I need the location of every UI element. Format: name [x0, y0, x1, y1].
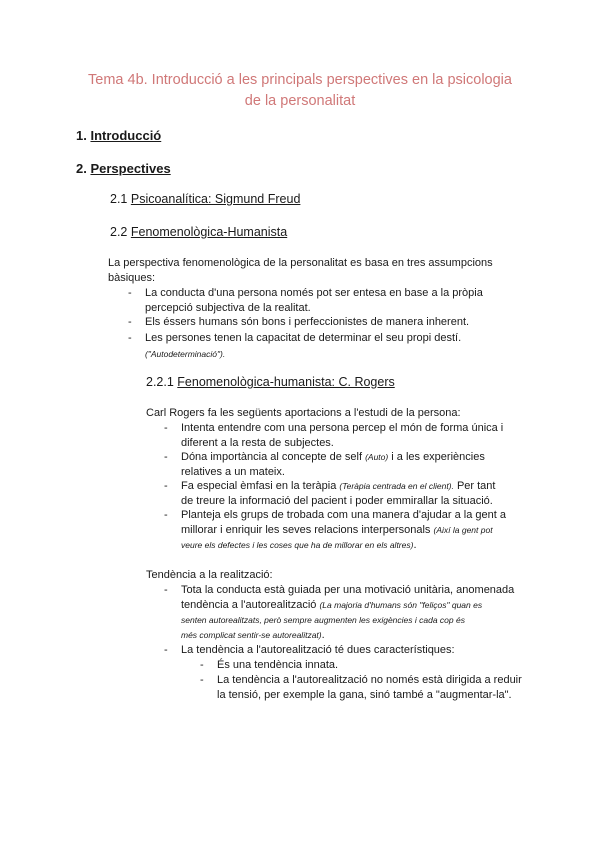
rogers-4-text-b: .: [413, 539, 417, 551]
bullet-dash: -: [128, 287, 132, 299]
tendencia-1-line-3: [181, 613, 514, 628]
bullet-dash: -: [164, 644, 168, 656]
section-2-1-label: Psicoanalítica: Sigmund Freud: [130, 192, 301, 206]
tendencia-sub-item-1: És una tendència innata.: [217, 659, 339, 671]
bullet-dash: -: [164, 451, 168, 463]
rogers-2-text-b: i a les experiències: [388, 451, 485, 463]
assumption-item: [145, 315, 469, 330]
rogers-3-line-1: [181, 479, 495, 494]
rogers-4-line-3: [181, 538, 506, 553]
section-2-2-heading: [110, 225, 287, 239]
intro-line-1: La perspectiva fenomenològica de la personalitat es basa en tres assumpcions: [108, 257, 493, 269]
section-2-label: Perspectives: [90, 161, 171, 176]
section-2-number: 2.: [76, 161, 91, 176]
section-1-number: 1.: [76, 128, 91, 143]
section-2-2-1-heading: [146, 375, 395, 389]
tendencia-1-text-b: .: [321, 629, 325, 641]
rogers-4-line-1: Planteja els grups de trobada com una manera d'ajudar a la gent a: [181, 509, 506, 521]
assumption-item: [145, 286, 483, 316]
section-1-label: Introducció: [90, 128, 162, 143]
assumption-3-note: ("Autodeterminació").: [145, 349, 226, 359]
title-line-2: de la personalitat: [244, 93, 356, 109]
tendencia-1-text-a: tendència a l'autorealització: [181, 599, 320, 611]
intro-paragraph: [108, 256, 493, 286]
tendencia-2-line-1: La tendència a l'autorealització té dues característiques:: [181, 644, 455, 656]
intro-line-2: bàsiques:: [108, 272, 156, 284]
rogers-4-line-2: [181, 523, 506, 538]
tendencia-sub-item-2: [217, 673, 522, 703]
tendencia-sub-2-line-2: la tensió, per exemple la gana, sinó també a "augmentar-la".: [217, 689, 512, 701]
rogers-1-line-1: Intenta entendre com una persona percep el món de forma única i: [181, 422, 504, 434]
bullet-dash: -: [128, 332, 132, 344]
section-2-heading: [76, 161, 171, 176]
rogers-2-line-2: relatives a un mateix.: [181, 466, 285, 478]
rogers-3-line-2: de treure la informació del pacient i poder emmirallar la situació.: [181, 495, 493, 507]
section-2-1-number: 2.1: [110, 192, 131, 206]
rogers-4-italic-a: (Així la gent pot: [433, 525, 493, 535]
tendencia-heading: Tendència a la realització:: [146, 569, 273, 581]
bullet-dash: -: [164, 480, 168, 492]
bullet-dash: -: [164, 509, 168, 521]
section-2-2-1-number: 2.2.1: [146, 375, 178, 389]
tendencia-1-line-4: [181, 628, 514, 643]
assumption-3-line-1: Les persones tenen la capacitat de determinar el seu propi destí.: [145, 332, 462, 344]
assumption-item: [145, 331, 461, 346]
rogers-4-text-a: millorar i enriquir les seves relacions interpersonals: [181, 524, 434, 536]
assumption-1-line-1: La conducta d'una persona només pot ser entesa en base a la pròpia: [145, 287, 483, 299]
title-line-1: Tema 4b. Introducció a les principals perspectives en la psicologia: [88, 72, 512, 88]
rogers-3-text-a: Fa especial èmfasi en la teràpia: [181, 480, 340, 492]
section-2-2-number: 2.2: [110, 225, 131, 239]
rogers-2-italic: (Auto): [365, 452, 389, 462]
assumption-2-line-1: Els éssers humans són bons i perfeccionistes de manera inherent.: [145, 316, 470, 328]
bullet-dash: -: [164, 584, 168, 596]
section-1-heading: [76, 128, 161, 143]
rogers-item: [181, 421, 503, 451]
bullet-dash: -: [164, 422, 168, 434]
document-title: [60, 70, 540, 112]
rogers-item: [181, 450, 485, 480]
rogers-intro: Carl Rogers fa les següents aportacions a l'estudi de la persona:: [146, 407, 461, 419]
tendencia-1-italic-b: senten autorealitzats, però sempre augmenten les exigències i cada cop és: [181, 615, 465, 625]
rogers-item: [181, 479, 495, 509]
tendencia-item: [181, 583, 514, 643]
tendencia-1-italic-c: més complicat sentir-se autorealitzat): [181, 630, 322, 640]
rogers-1-line-2: diferent a la resta de subjectes.: [181, 437, 334, 449]
assumption-1-line-2: percepció subjectiva de la realitat.: [145, 302, 311, 314]
rogers-4-italic-b: veure els defectes i les coses que ha de millorar en els altres): [181, 540, 414, 550]
section-2-1-heading: [110, 192, 300, 206]
rogers-3-italic: (Teràpia centrada en el client).: [339, 481, 454, 491]
rogers-2-line-1: [181, 450, 485, 465]
section-2-2-label: Fenomenològica-Humanista: [130, 225, 288, 239]
tendencia-1-line-1: Tota la conducta està guiada per una motivació unitària, anomenada: [181, 584, 515, 596]
bullet-dash: -: [128, 316, 132, 328]
rogers-3-text-b: Per tant: [453, 480, 496, 492]
tendencia-1-line-2: [181, 598, 514, 613]
section-2-2-1-label: Fenomenològica-humanista: C. Rogers: [177, 375, 395, 389]
rogers-2-text-a: Dóna importància al concepte de self: [181, 451, 366, 463]
bullet-dash: -: [200, 659, 204, 671]
bullet-dash: -: [200, 674, 204, 686]
tendencia-1-italic-a: (La majoria d'humans són "feliços" quan es: [319, 600, 483, 610]
rogers-item: [181, 508, 506, 553]
tendencia-sub-2-line-1: La tendència a l'autorealització no només està dirigida a reduir: [217, 674, 522, 686]
